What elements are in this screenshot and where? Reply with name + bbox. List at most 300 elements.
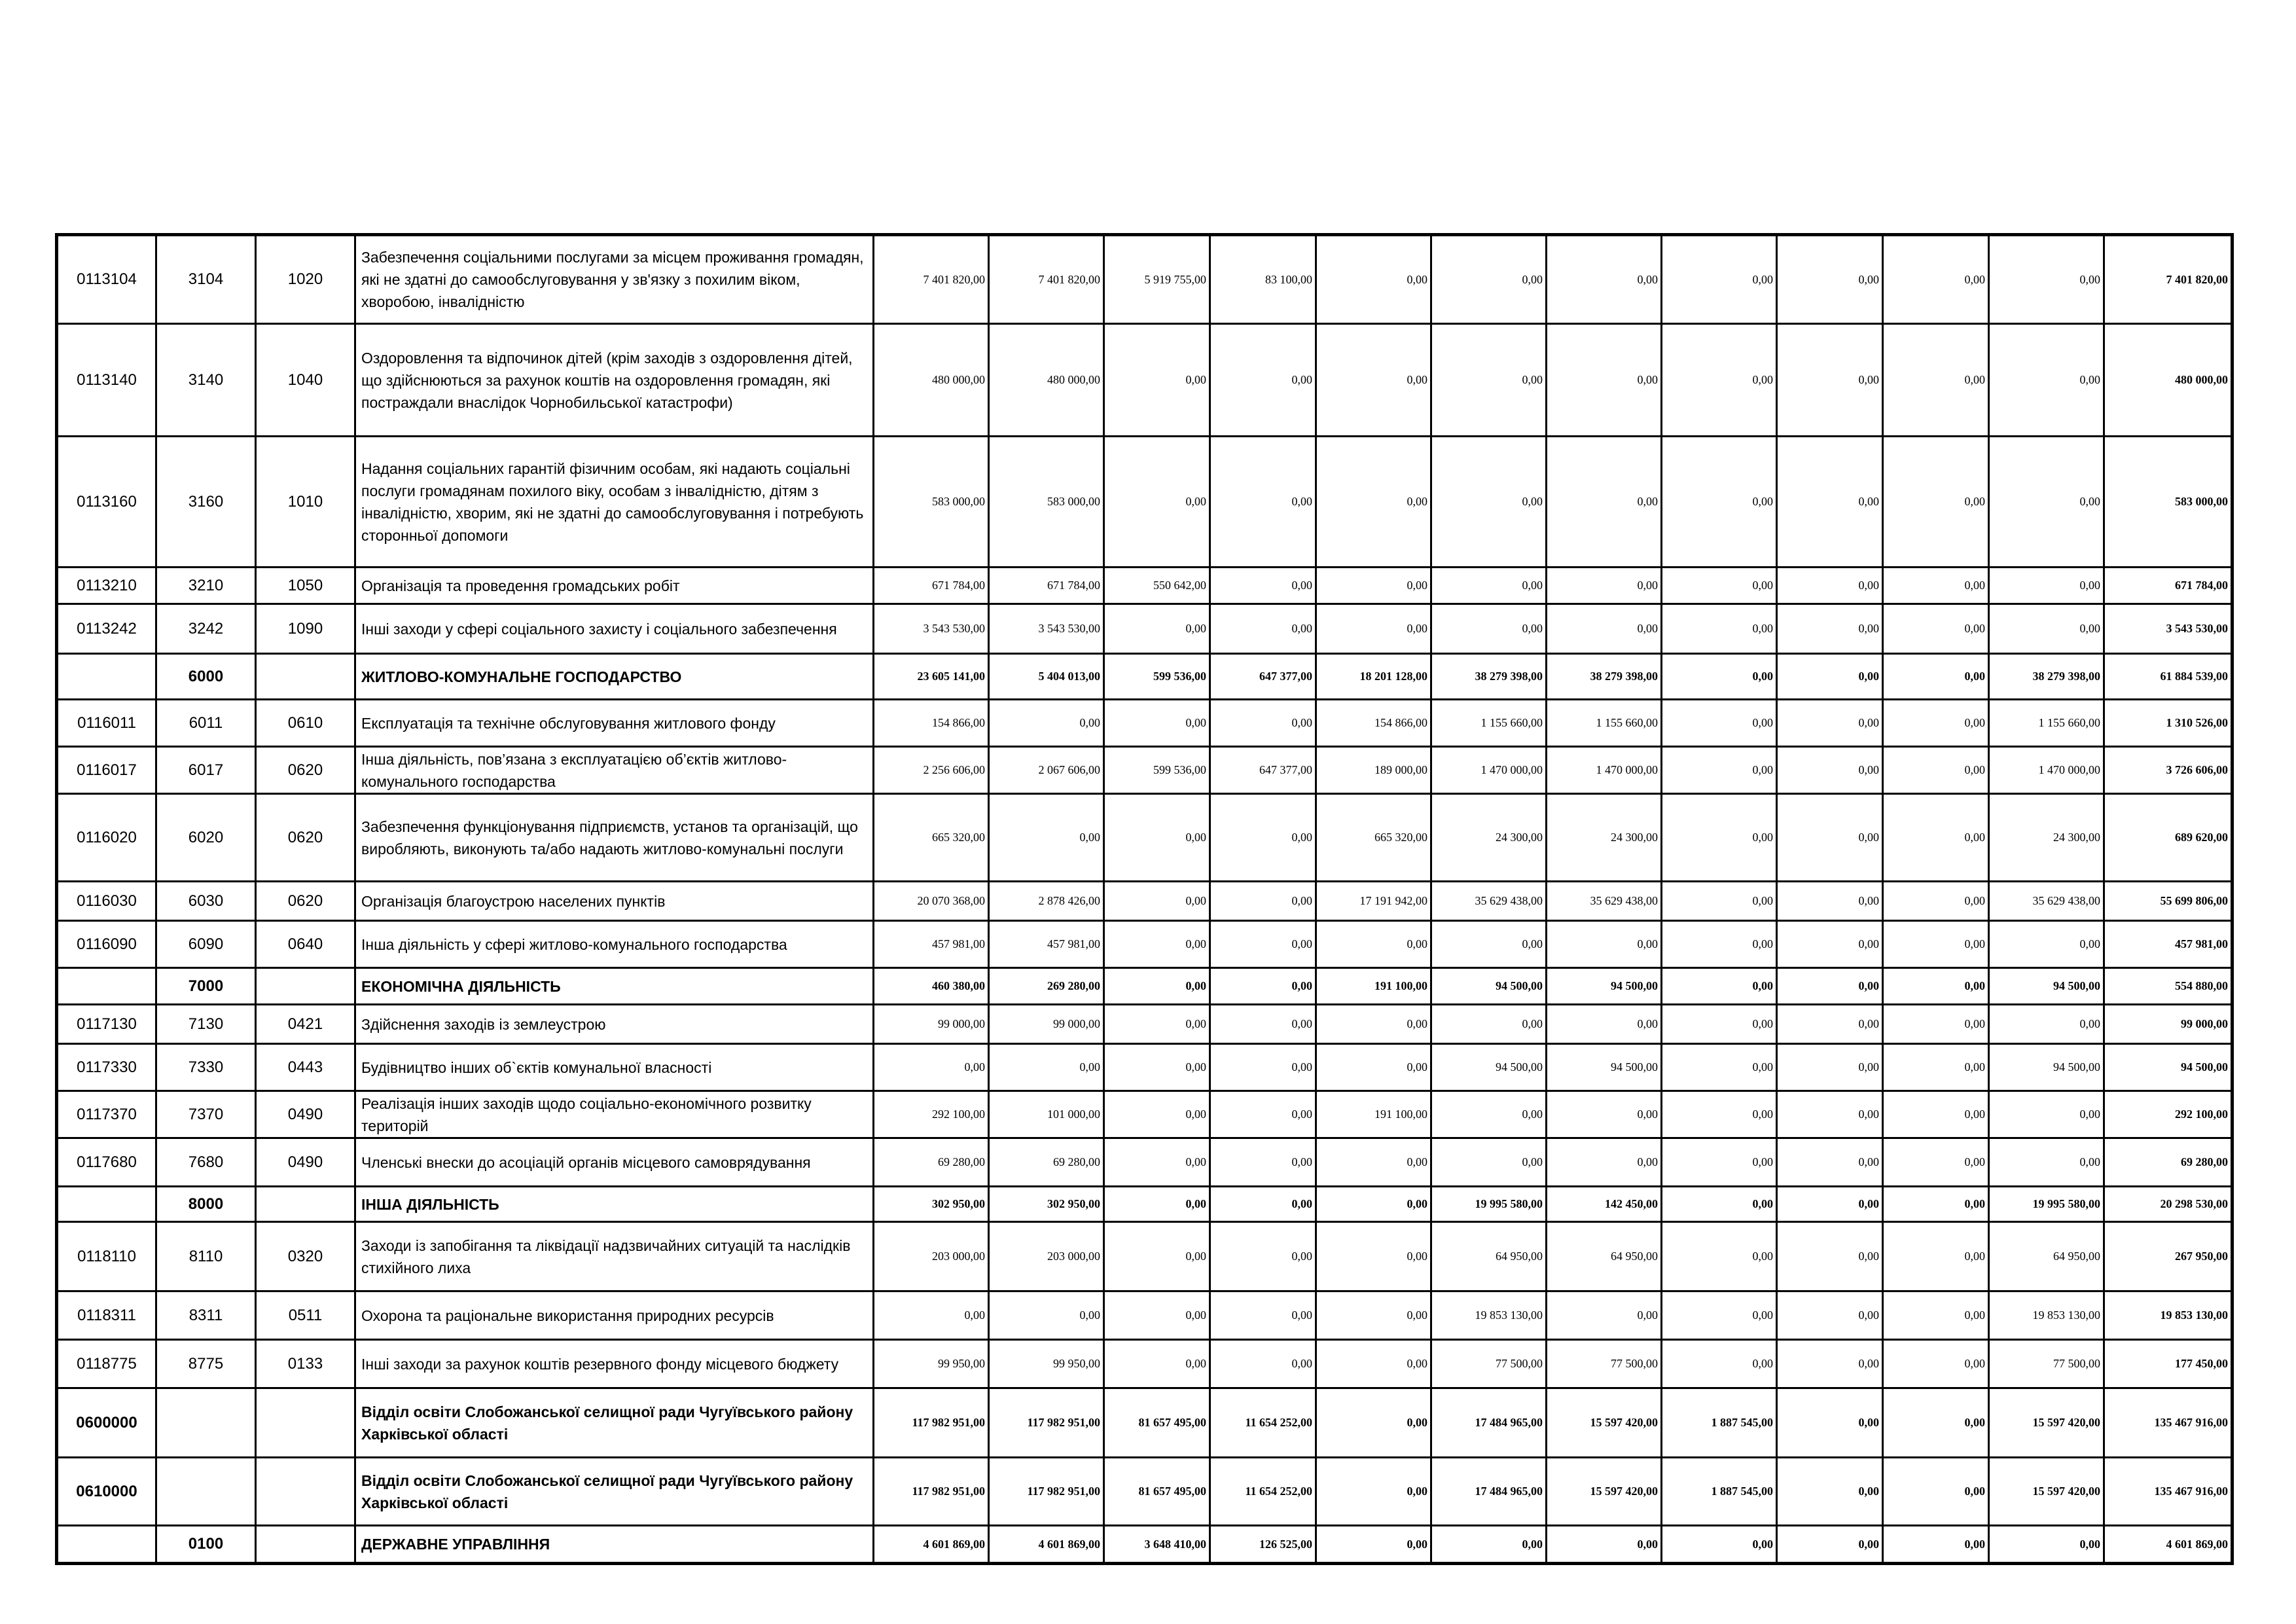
amount-cell: 0,00 bbox=[1316, 568, 1431, 604]
amount-cell: 0,00 bbox=[1210, 437, 1316, 568]
amount-cell: 0,00 bbox=[1104, 882, 1210, 921]
tpkvk-code-cell: 8000 bbox=[156, 1187, 256, 1222]
amount-cell: 0,00 bbox=[1662, 1526, 1777, 1564]
amount-cell: 17 484 965,00 bbox=[1431, 1388, 1547, 1458]
amount-cell: 20 298 530,00 bbox=[2104, 1187, 2233, 1222]
amount-cell: 17 484 965,00 bbox=[1431, 1458, 1547, 1526]
amount-cell: 142 450,00 bbox=[1547, 1187, 1662, 1222]
amount-cell: 15 597 420,00 bbox=[1989, 1388, 2104, 1458]
fkvk-code-cell: 0490 bbox=[256, 1091, 355, 1138]
amount-cell: 0,00 bbox=[1662, 1005, 1777, 1044]
amount-cell: 3 543 530,00 bbox=[989, 604, 1104, 654]
amount-cell: 0,00 bbox=[1777, 437, 1883, 568]
amount-cell: 3 648 410,00 bbox=[1104, 1526, 1210, 1564]
amount-cell: 0,00 bbox=[1210, 882, 1316, 921]
amount-cell: 267 950,00 bbox=[2104, 1222, 2233, 1291]
table-row bbox=[57, 747, 2233, 794]
amount-cell: 0,00 bbox=[1777, 324, 1883, 437]
amount-cell: 101 000,00 bbox=[989, 1091, 1104, 1138]
amount-cell: 0,00 bbox=[1431, 1091, 1547, 1138]
amount-cell: 0,00 bbox=[1883, 1222, 1989, 1291]
tpkvk-code-cell: 7370 bbox=[156, 1091, 256, 1138]
amount-cell: 457 981,00 bbox=[2104, 921, 2233, 968]
amount-cell: 0,00 bbox=[1316, 1388, 1431, 1458]
program-name-cell: ЖИТЛОВО-КОМУНАЛЬНЕ ГОСПОДАРСТВО bbox=[355, 654, 874, 700]
amount-cell: 583 000,00 bbox=[874, 437, 989, 568]
amount-cell: 1 155 660,00 bbox=[1547, 700, 1662, 747]
amount-cell: 99 000,00 bbox=[2104, 1005, 2233, 1044]
amount-cell: 0,00 bbox=[1777, 235, 1883, 324]
amount-cell: 64 950,00 bbox=[1989, 1222, 2104, 1291]
amount-cell: 665 320,00 bbox=[1316, 794, 1431, 882]
program-name-cell: Реалізація інших заходів щодо соціально-економічного розвитку територій bbox=[355, 1091, 874, 1138]
budget-table bbox=[55, 233, 2234, 1565]
amount-cell: 480 000,00 bbox=[989, 324, 1104, 437]
table-row bbox=[57, 1187, 2233, 1222]
amount-cell: 64 950,00 bbox=[1547, 1222, 1662, 1291]
amount-cell: 0,00 bbox=[1777, 1005, 1883, 1044]
amount-cell: 583 000,00 bbox=[989, 437, 1104, 568]
amount-cell: 19 995 580,00 bbox=[1431, 1187, 1547, 1222]
amount-cell: 0,00 bbox=[1989, 324, 2104, 437]
table-row bbox=[57, 1044, 2233, 1091]
amount-cell: 0,00 bbox=[1210, 1044, 1316, 1091]
program-code-cell: 0117680 bbox=[57, 1138, 156, 1187]
fkvk-code-cell: 0620 bbox=[256, 794, 355, 882]
amount-cell: 1 155 660,00 bbox=[1989, 700, 2104, 747]
amount-cell: 0,00 bbox=[1431, 324, 1547, 437]
amount-cell: 0,00 bbox=[1777, 882, 1883, 921]
amount-cell: 0,00 bbox=[1989, 1005, 2104, 1044]
table-row bbox=[57, 568, 2233, 604]
program-name-cell: Будівництво інших об`єктів комунальної власності bbox=[355, 1044, 874, 1091]
program-code-cell: 0113210 bbox=[57, 568, 156, 604]
amount-cell: 0,00 bbox=[1104, 1291, 1210, 1340]
program-name-cell: Охорона та раціональне використання природних ресурсів bbox=[355, 1291, 874, 1340]
table-row bbox=[57, 968, 2233, 1005]
program-code-cell: 0117370 bbox=[57, 1091, 156, 1138]
table-row bbox=[57, 1340, 2233, 1388]
amount-cell: 0,00 bbox=[1547, 1291, 1662, 1340]
amount-cell: 457 981,00 bbox=[989, 921, 1104, 968]
amount-cell: 69 280,00 bbox=[989, 1138, 1104, 1187]
amount-cell: 0,00 bbox=[1662, 604, 1777, 654]
program-code-cell: 0116017 bbox=[57, 747, 156, 794]
amount-cell: 0,00 bbox=[1316, 1005, 1431, 1044]
amount-cell: 0,00 bbox=[1777, 568, 1883, 604]
tpkvk-code-cell: 7680 bbox=[156, 1138, 256, 1187]
amount-cell: 0,00 bbox=[1662, 1291, 1777, 1340]
amount-cell: 0,00 bbox=[1777, 1291, 1883, 1340]
fkvk-code-cell: 0640 bbox=[256, 921, 355, 968]
fkvk-code-cell: 1010 bbox=[256, 437, 355, 568]
amount-cell: 0,00 bbox=[1662, 1044, 1777, 1091]
amount-cell: 0,00 bbox=[1662, 1340, 1777, 1388]
amount-cell: 117 982 951,00 bbox=[989, 1388, 1104, 1458]
amount-cell: 0,00 bbox=[1777, 1458, 1883, 1526]
program-code-cell: 0116020 bbox=[57, 794, 156, 882]
amount-cell: 77 500,00 bbox=[1989, 1340, 2104, 1388]
amount-cell: 0,00 bbox=[1547, 324, 1662, 437]
amount-cell: 94 500,00 bbox=[1547, 968, 1662, 1005]
program-name-cell: ІНША ДІЯЛЬНІСТЬ bbox=[355, 1187, 874, 1222]
amount-cell: 2 256 606,00 bbox=[874, 747, 989, 794]
program-code-cell: 0113242 bbox=[57, 604, 156, 654]
tpkvk-code-cell: 8311 bbox=[156, 1291, 256, 1340]
amount-cell: 0,00 bbox=[1431, 437, 1547, 568]
fkvk-code-cell: 1090 bbox=[256, 604, 355, 654]
amount-cell: 3 543 530,00 bbox=[874, 604, 989, 654]
amount-cell: 0,00 bbox=[1662, 1187, 1777, 1222]
amount-cell: 83 100,00 bbox=[1210, 235, 1316, 324]
amount-cell: 0,00 bbox=[1210, 1291, 1316, 1340]
amount-cell: 94 500,00 bbox=[1431, 968, 1547, 1005]
amount-cell: 0,00 bbox=[1104, 700, 1210, 747]
amount-cell: 117 982 951,00 bbox=[874, 1458, 989, 1526]
amount-cell: 0,00 bbox=[1547, 1526, 1662, 1564]
amount-cell: 0,00 bbox=[1883, 1526, 1989, 1564]
amount-cell: 0,00 bbox=[1662, 568, 1777, 604]
table-row bbox=[57, 1388, 2233, 1458]
tpkvk-code-cell: 0100 bbox=[156, 1526, 256, 1564]
amount-cell: 0,00 bbox=[1104, 324, 1210, 437]
amount-cell: 0,00 bbox=[1883, 1458, 1989, 1526]
fkvk-code-cell: 1050 bbox=[256, 568, 355, 604]
amount-cell: 0,00 bbox=[1316, 1222, 1431, 1291]
amount-cell: 94 500,00 bbox=[1547, 1044, 1662, 1091]
amount-cell: 0,00 bbox=[1662, 654, 1777, 700]
amount-cell: 0,00 bbox=[1662, 437, 1777, 568]
amount-cell: 135 467 916,00 bbox=[2104, 1458, 2233, 1526]
amount-cell: 0,00 bbox=[1662, 882, 1777, 921]
program-code-cell bbox=[57, 654, 156, 700]
amount-cell: 689 620,00 bbox=[2104, 794, 2233, 882]
program-name-cell: Забезпечення функціонування підприємств, установ та організацій, що виробляють, виконують та/або надають житлово-комунальні послуги bbox=[355, 794, 874, 882]
amount-cell: 0,00 bbox=[1547, 921, 1662, 968]
amount-cell: 0,00 bbox=[1547, 1091, 1662, 1138]
amount-cell: 5 404 013,00 bbox=[989, 654, 1104, 700]
amount-cell: 94 500,00 bbox=[2104, 1044, 2233, 1091]
amount-cell: 99 950,00 bbox=[989, 1340, 1104, 1388]
program-name-cell: Здійснення заходів із землеустрою bbox=[355, 1005, 874, 1044]
amount-cell: 0,00 bbox=[1431, 568, 1547, 604]
amount-cell: 550 642,00 bbox=[1104, 568, 1210, 604]
program-code-cell: 0113140 bbox=[57, 324, 156, 437]
amount-cell: 0,00 bbox=[1777, 1388, 1883, 1458]
amount-cell: 0,00 bbox=[1316, 921, 1431, 968]
amount-cell: 7 401 820,00 bbox=[2104, 235, 2233, 324]
amount-cell: 0,00 bbox=[1883, 1291, 1989, 1340]
amount-cell: 0,00 bbox=[1777, 968, 1883, 1005]
table-body bbox=[57, 235, 2233, 1564]
amount-cell: 0,00 bbox=[874, 1044, 989, 1091]
program-code-cell bbox=[57, 968, 156, 1005]
amount-cell: 0,00 bbox=[1210, 568, 1316, 604]
amount-cell: 24 300,00 bbox=[1989, 794, 2104, 882]
table-row bbox=[57, 654, 2233, 700]
tpkvk-code-cell: 3160 bbox=[156, 437, 256, 568]
amount-cell: 0,00 bbox=[1316, 235, 1431, 324]
amount-cell: 0,00 bbox=[1210, 794, 1316, 882]
tpkvk-code-cell: 3210 bbox=[156, 568, 256, 604]
amount-cell: 117 982 951,00 bbox=[989, 1458, 1104, 1526]
amount-cell: 292 100,00 bbox=[2104, 1091, 2233, 1138]
tpkvk-code-cell: 3242 bbox=[156, 604, 256, 654]
amount-cell: 15 597 420,00 bbox=[1547, 1458, 1662, 1526]
fkvk-code-cell bbox=[256, 654, 355, 700]
amount-cell: 0,00 bbox=[989, 794, 1104, 882]
amount-cell: 0,00 bbox=[1662, 1138, 1777, 1187]
amount-cell: 4 601 869,00 bbox=[989, 1526, 1104, 1564]
fkvk-code-cell: 0443 bbox=[256, 1044, 355, 1091]
amount-cell: 0,00 bbox=[1777, 794, 1883, 882]
amount-cell: 0,00 bbox=[989, 1044, 1104, 1091]
amount-cell: 0,00 bbox=[1777, 1222, 1883, 1291]
program-name-cell: Членські внески до асоціацій органів місцевого самоврядування bbox=[355, 1138, 874, 1187]
amount-cell: 3 543 530,00 bbox=[2104, 604, 2233, 654]
amount-cell: 0,00 bbox=[1777, 1526, 1883, 1564]
program-code-cell: 0118311 bbox=[57, 1291, 156, 1340]
amount-cell: 1 310 526,00 bbox=[2104, 700, 2233, 747]
fkvk-code-cell: 0610 bbox=[256, 700, 355, 747]
amount-cell: 24 300,00 bbox=[1431, 794, 1547, 882]
program-code-cell: 0118110 bbox=[57, 1222, 156, 1291]
amount-cell: 583 000,00 bbox=[2104, 437, 2233, 568]
amount-cell: 38 279 398,00 bbox=[1431, 654, 1547, 700]
amount-cell: 665 320,00 bbox=[874, 794, 989, 882]
amount-cell: 0,00 bbox=[1316, 437, 1431, 568]
amount-cell: 18 201 128,00 bbox=[1316, 654, 1431, 700]
amount-cell: 0,00 bbox=[1883, 324, 1989, 437]
amount-cell: 0,00 bbox=[1316, 1138, 1431, 1187]
amount-cell: 0,00 bbox=[1210, 921, 1316, 968]
program-code-cell: 0600000 bbox=[57, 1388, 156, 1458]
amount-cell: 0,00 bbox=[1883, 1044, 1989, 1091]
program-code-cell: 0117130 bbox=[57, 1005, 156, 1044]
amount-cell: 0,00 bbox=[1989, 1091, 2104, 1138]
amount-cell: 191 100,00 bbox=[1316, 1091, 1431, 1138]
amount-cell: 599 536,00 bbox=[1104, 654, 1210, 700]
amount-cell: 0,00 bbox=[1210, 1138, 1316, 1187]
amount-cell: 94 500,00 bbox=[1431, 1044, 1547, 1091]
fkvk-code-cell bbox=[256, 968, 355, 1005]
table-row bbox=[57, 1526, 2233, 1564]
amount-cell: 1 470 000,00 bbox=[1431, 747, 1547, 794]
amount-cell: 0,00 bbox=[1210, 1187, 1316, 1222]
amount-cell: 4 601 869,00 bbox=[2104, 1526, 2233, 1564]
amount-cell: 0,00 bbox=[1883, 747, 1989, 794]
amount-cell: 0,00 bbox=[1547, 604, 1662, 654]
amount-cell: 19 853 130,00 bbox=[1989, 1291, 2104, 1340]
program-code-cell: 0113104 bbox=[57, 235, 156, 324]
program-name-cell: Відділ освіти Слобожанської селищної ради Чугуївського району Харківської області bbox=[355, 1388, 874, 1458]
amount-cell: 0,00 bbox=[1547, 568, 1662, 604]
tpkvk-code-cell: 3140 bbox=[156, 324, 256, 437]
amount-cell: 154 866,00 bbox=[874, 700, 989, 747]
fkvk-code-cell: 0511 bbox=[256, 1291, 355, 1340]
amount-cell: 0,00 bbox=[1883, 968, 1989, 1005]
program-name-cell: Відділ освіти Слобожанської селищної ради Чугуївського району Харківської області bbox=[355, 1458, 874, 1526]
amount-cell: 0,00 bbox=[1777, 1138, 1883, 1187]
program-name-cell: Оздоровлення та відпочинок дітей (крім заходів з оздоровлення дітей, що здійснюються за рахунок коштів на оздоровлення громадян, які постраждали внаслідок Чорнобильської катастрофи) bbox=[355, 324, 874, 437]
amount-cell: 0,00 bbox=[1662, 700, 1777, 747]
amount-cell: 1 470 000,00 bbox=[1989, 747, 2104, 794]
amount-cell: 0,00 bbox=[1104, 794, 1210, 882]
table-row bbox=[57, 235, 2233, 324]
amount-cell: 0,00 bbox=[1883, 794, 1989, 882]
amount-cell: 35 629 438,00 bbox=[1547, 882, 1662, 921]
amount-cell: 0,00 bbox=[1989, 568, 2104, 604]
amount-cell: 177 450,00 bbox=[2104, 1340, 2233, 1388]
amount-cell: 69 280,00 bbox=[874, 1138, 989, 1187]
amount-cell: 38 279 398,00 bbox=[1989, 654, 2104, 700]
program-name-cell: Інші заходи за рахунок коштів резервного фонду місцевого бюджету bbox=[355, 1340, 874, 1388]
table-row bbox=[57, 882, 2233, 921]
tpkvk-code-cell bbox=[156, 1388, 256, 1458]
amount-cell: 0,00 bbox=[1316, 604, 1431, 654]
amount-cell: 0,00 bbox=[1777, 747, 1883, 794]
amount-cell: 0,00 bbox=[1104, 1340, 1210, 1388]
amount-cell: 647 377,00 bbox=[1210, 654, 1316, 700]
amount-cell: 0,00 bbox=[1316, 1187, 1431, 1222]
amount-cell: 5 919 755,00 bbox=[1104, 235, 1210, 324]
amount-cell: 0,00 bbox=[1104, 604, 1210, 654]
amount-cell: 0,00 bbox=[1662, 921, 1777, 968]
amount-cell: 1 887 545,00 bbox=[1662, 1458, 1777, 1526]
fkvk-code-cell: 1020 bbox=[256, 235, 355, 324]
amount-cell: 0,00 bbox=[1883, 437, 1989, 568]
amount-cell: 0,00 bbox=[1210, 700, 1316, 747]
tpkvk-code-cell: 6030 bbox=[156, 882, 256, 921]
amount-cell: 11 654 252,00 bbox=[1210, 1458, 1316, 1526]
tpkvk-code-cell bbox=[156, 1458, 256, 1526]
amount-cell: 64 950,00 bbox=[1431, 1222, 1547, 1291]
amount-cell: 0,00 bbox=[1104, 921, 1210, 968]
program-code-cell: 0113160 bbox=[57, 437, 156, 568]
amount-cell: 0,00 bbox=[1431, 1526, 1547, 1564]
amount-cell: 0,00 bbox=[1104, 1138, 1210, 1187]
table-row bbox=[57, 1005, 2233, 1044]
fkvk-code-cell: 0490 bbox=[256, 1138, 355, 1187]
amount-cell: 0,00 bbox=[989, 1291, 1104, 1340]
amount-cell: 189 000,00 bbox=[1316, 747, 1431, 794]
program-name-cell: Інша діяльність, пов’язана з експлуатацією об’єктів житлово-комунального господарства bbox=[355, 747, 874, 794]
amount-cell: 0,00 bbox=[1431, 921, 1547, 968]
amount-cell: 17 191 942,00 bbox=[1316, 882, 1431, 921]
amount-cell: 3 726 606,00 bbox=[2104, 747, 2233, 794]
amount-cell: 0,00 bbox=[1989, 1138, 2104, 1187]
amount-cell: 0,00 bbox=[1431, 235, 1547, 324]
amount-cell: 0,00 bbox=[1547, 235, 1662, 324]
table-row bbox=[57, 1138, 2233, 1187]
amount-cell: 81 657 495,00 bbox=[1104, 1388, 1210, 1458]
amount-cell: 460 380,00 bbox=[874, 968, 989, 1005]
amount-cell: 0,00 bbox=[1210, 324, 1316, 437]
amount-cell: 302 950,00 bbox=[989, 1187, 1104, 1222]
program-code-cell bbox=[57, 1187, 156, 1222]
amount-cell: 0,00 bbox=[1883, 1340, 1989, 1388]
amount-cell: 0,00 bbox=[1316, 1291, 1431, 1340]
fkvk-code-cell: 0620 bbox=[256, 882, 355, 921]
amount-cell: 0,00 bbox=[1777, 654, 1883, 700]
table-row bbox=[57, 1291, 2233, 1340]
table-row bbox=[57, 921, 2233, 968]
amount-cell: 69 280,00 bbox=[2104, 1138, 2233, 1187]
amount-cell: 0,00 bbox=[1210, 604, 1316, 654]
amount-cell: 0,00 bbox=[989, 700, 1104, 747]
amount-cell: 0,00 bbox=[1316, 1526, 1431, 1564]
amount-cell: 0,00 bbox=[1883, 882, 1989, 921]
amount-cell: 480 000,00 bbox=[874, 324, 989, 437]
program-name-cell: Заходи із запобігання та ліквідації надзвичайних ситуацій та наслідків стихійного лиха bbox=[355, 1222, 874, 1291]
program-name-cell: Організація та проведення громадських робіт bbox=[355, 568, 874, 604]
amount-cell: 99 000,00 bbox=[989, 1005, 1104, 1044]
amount-cell: 0,00 bbox=[1989, 921, 2104, 968]
amount-cell: 0,00 bbox=[1777, 604, 1883, 654]
amount-cell: 191 100,00 bbox=[1316, 968, 1431, 1005]
table-row bbox=[57, 1222, 2233, 1291]
amount-cell: 0,00 bbox=[1883, 700, 1989, 747]
amount-cell: 0,00 bbox=[1883, 568, 1989, 604]
amount-cell: 0,00 bbox=[1431, 1005, 1547, 1044]
amount-cell: 0,00 bbox=[1883, 1091, 1989, 1138]
amount-cell: 135 467 916,00 bbox=[2104, 1388, 2233, 1458]
program-name-cell: ЕКОНОМІЧНА ДІЯЛЬНІСТЬ bbox=[355, 968, 874, 1005]
amount-cell: 77 500,00 bbox=[1547, 1340, 1662, 1388]
amount-cell: 0,00 bbox=[1777, 921, 1883, 968]
table-row bbox=[57, 794, 2233, 882]
fkvk-code-cell: 0133 bbox=[256, 1340, 355, 1388]
amount-cell: 0,00 bbox=[1662, 1222, 1777, 1291]
tpkvk-code-cell: 6020 bbox=[156, 794, 256, 882]
fkvk-code-cell: 0421 bbox=[256, 1005, 355, 1044]
fkvk-code-cell bbox=[256, 1458, 355, 1526]
amount-cell: 647 377,00 bbox=[1210, 747, 1316, 794]
amount-cell: 0,00 bbox=[1883, 235, 1989, 324]
tpkvk-code-cell: 6011 bbox=[156, 700, 256, 747]
amount-cell: 15 597 420,00 bbox=[1989, 1458, 2104, 1526]
amount-cell: 0,00 bbox=[1547, 437, 1662, 568]
program-code-cell bbox=[57, 1526, 156, 1564]
amount-cell: 599 536,00 bbox=[1104, 747, 1210, 794]
amount-cell: 19 995 580,00 bbox=[1989, 1187, 2104, 1222]
amount-cell: 0,00 bbox=[1316, 324, 1431, 437]
amount-cell: 0,00 bbox=[1777, 1091, 1883, 1138]
tpkvk-code-cell: 6090 bbox=[156, 921, 256, 968]
amount-cell: 671 784,00 bbox=[2104, 568, 2233, 604]
amount-cell: 292 100,00 bbox=[874, 1091, 989, 1138]
amount-cell: 457 981,00 bbox=[874, 921, 989, 968]
program-name-cell: Забезпечення соціальними послугами за місцем проживання громадян, які не здатні до самообслуговування у зв'язку з похилим віком, хворобою, інвалідністю bbox=[355, 235, 874, 324]
fkvk-code-cell: 0620 bbox=[256, 747, 355, 794]
amount-cell: 4 601 869,00 bbox=[874, 1526, 989, 1564]
fkvk-code-cell bbox=[256, 1187, 355, 1222]
amount-cell: 1 155 660,00 bbox=[1431, 700, 1547, 747]
amount-cell: 2 878 426,00 bbox=[989, 882, 1104, 921]
amount-cell: 671 784,00 bbox=[874, 568, 989, 604]
amount-cell: 0,00 bbox=[1104, 437, 1210, 568]
amount-cell: 1 470 000,00 bbox=[1547, 747, 1662, 794]
table-row bbox=[57, 324, 2233, 437]
amount-cell: 0,00 bbox=[1989, 604, 2104, 654]
amount-cell: 0,00 bbox=[1883, 604, 1989, 654]
amount-cell: 0,00 bbox=[1662, 1091, 1777, 1138]
program-name-cell: Експлуатація та технічне обслуговування житлового фонду bbox=[355, 700, 874, 747]
amount-cell: 15 597 420,00 bbox=[1547, 1388, 1662, 1458]
amount-cell: 35 629 438,00 bbox=[1989, 882, 2104, 921]
program-name-cell: Організація благоустрою населених пунктів bbox=[355, 882, 874, 921]
amount-cell: 99 950,00 bbox=[874, 1340, 989, 1388]
